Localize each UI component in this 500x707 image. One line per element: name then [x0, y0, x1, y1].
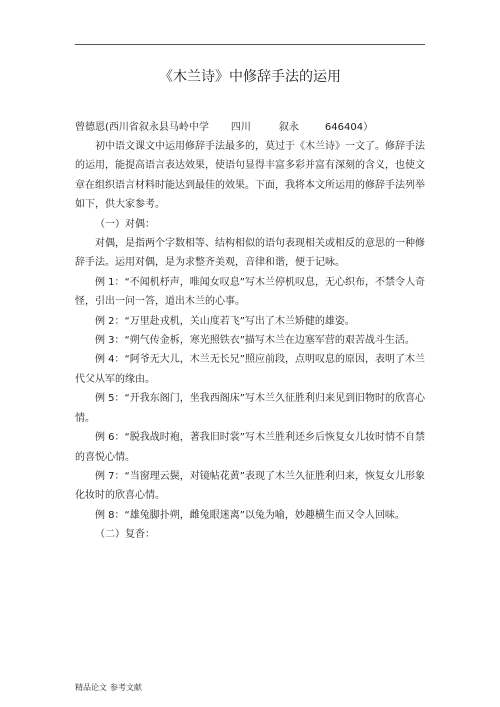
article-title: 《木兰诗》中修辞手法的运用 [159, 69, 341, 85]
example-paragraph: 例 6：“脱我战时袍，著我旧时裳”写木兰胜利还乡后恢复女儿妆时情不自禁的喜悦心情。 [75, 432, 425, 463]
footer-right-text: 参考文献 [110, 683, 142, 692]
footer-left-text: 精品论文 [75, 683, 107, 692]
article-body [75, 137, 425, 545]
section-heading-duiou: （一）对偶： [95, 218, 155, 230]
section-heading-fuda: （二）复沓： [95, 529, 155, 541]
example-paragraph: 例 3：“朔气传金柝，寒光照铁衣”描写木兰在边塞军营的艰苦战斗生活。 [95, 335, 415, 347]
paragraph-definition: 对偶，是指两个字数相等、结构相似的语句表现相关或相反的意思的一种修辞手法。运用对偶，是为求整齐美观，音律和谐，便于记咏。 [75, 238, 425, 269]
paragraph-intro: 初中语文课文中运用修辞手法最多的，莫过于《木兰诗》一文了。修辞手法的运用，能提高语言表达效果，使语句显得丰富多彩并富有深刻的含义，也使文章在组织语言材料时能达到最佳的效果。下面，我将本文所运用的修辞手法列举如下，供大家参考。 [75, 141, 425, 211]
example-paragraph: 例 2：“万里赴戎机，关山度若飞”写出了木兰矫健的雄姿。 [95, 315, 355, 327]
example-paragraph: 例 7：“当窗理云鬓，对镜帖花黄”表现了木兰久征胜利归来，恢复女儿形象化妆时的欣喜心情。 [75, 470, 425, 502]
author-byline [75, 118, 425, 133]
example-paragraph: 例 5：“开我东阁门，坐我西阁床”写木兰久征胜利归来见到旧物时的欣喜心情。 [75, 393, 425, 424]
page-footer [75, 682, 142, 693]
example-paragraph: 例 4：“阿爷无大儿，木兰无长兄”照应前段，点明叹息的原因，表明了木兰代父从军的缘由。 [75, 354, 425, 385]
author-province: 四川 [230, 122, 251, 133]
author-postcode: 646404） [324, 122, 374, 133]
example-paragraph: 例 8：“雄兔脚扑朔，雌兔眼迷离”以兔为喻，妙趣横生而又令人回味。 [95, 509, 405, 521]
example-paragraph: 例 1：“不闻机杼声，唯闻女叹息”写木兰停机叹息，无心织布，不禁令人奇怪，引出一问一答，道出木兰的心事。 [75, 276, 425, 308]
header-rule [75, 44, 425, 45]
author-county: 叙永 [278, 122, 299, 133]
author-affiliation: 曾德恩(西川省叙永县马岭中学 [75, 122, 209, 133]
